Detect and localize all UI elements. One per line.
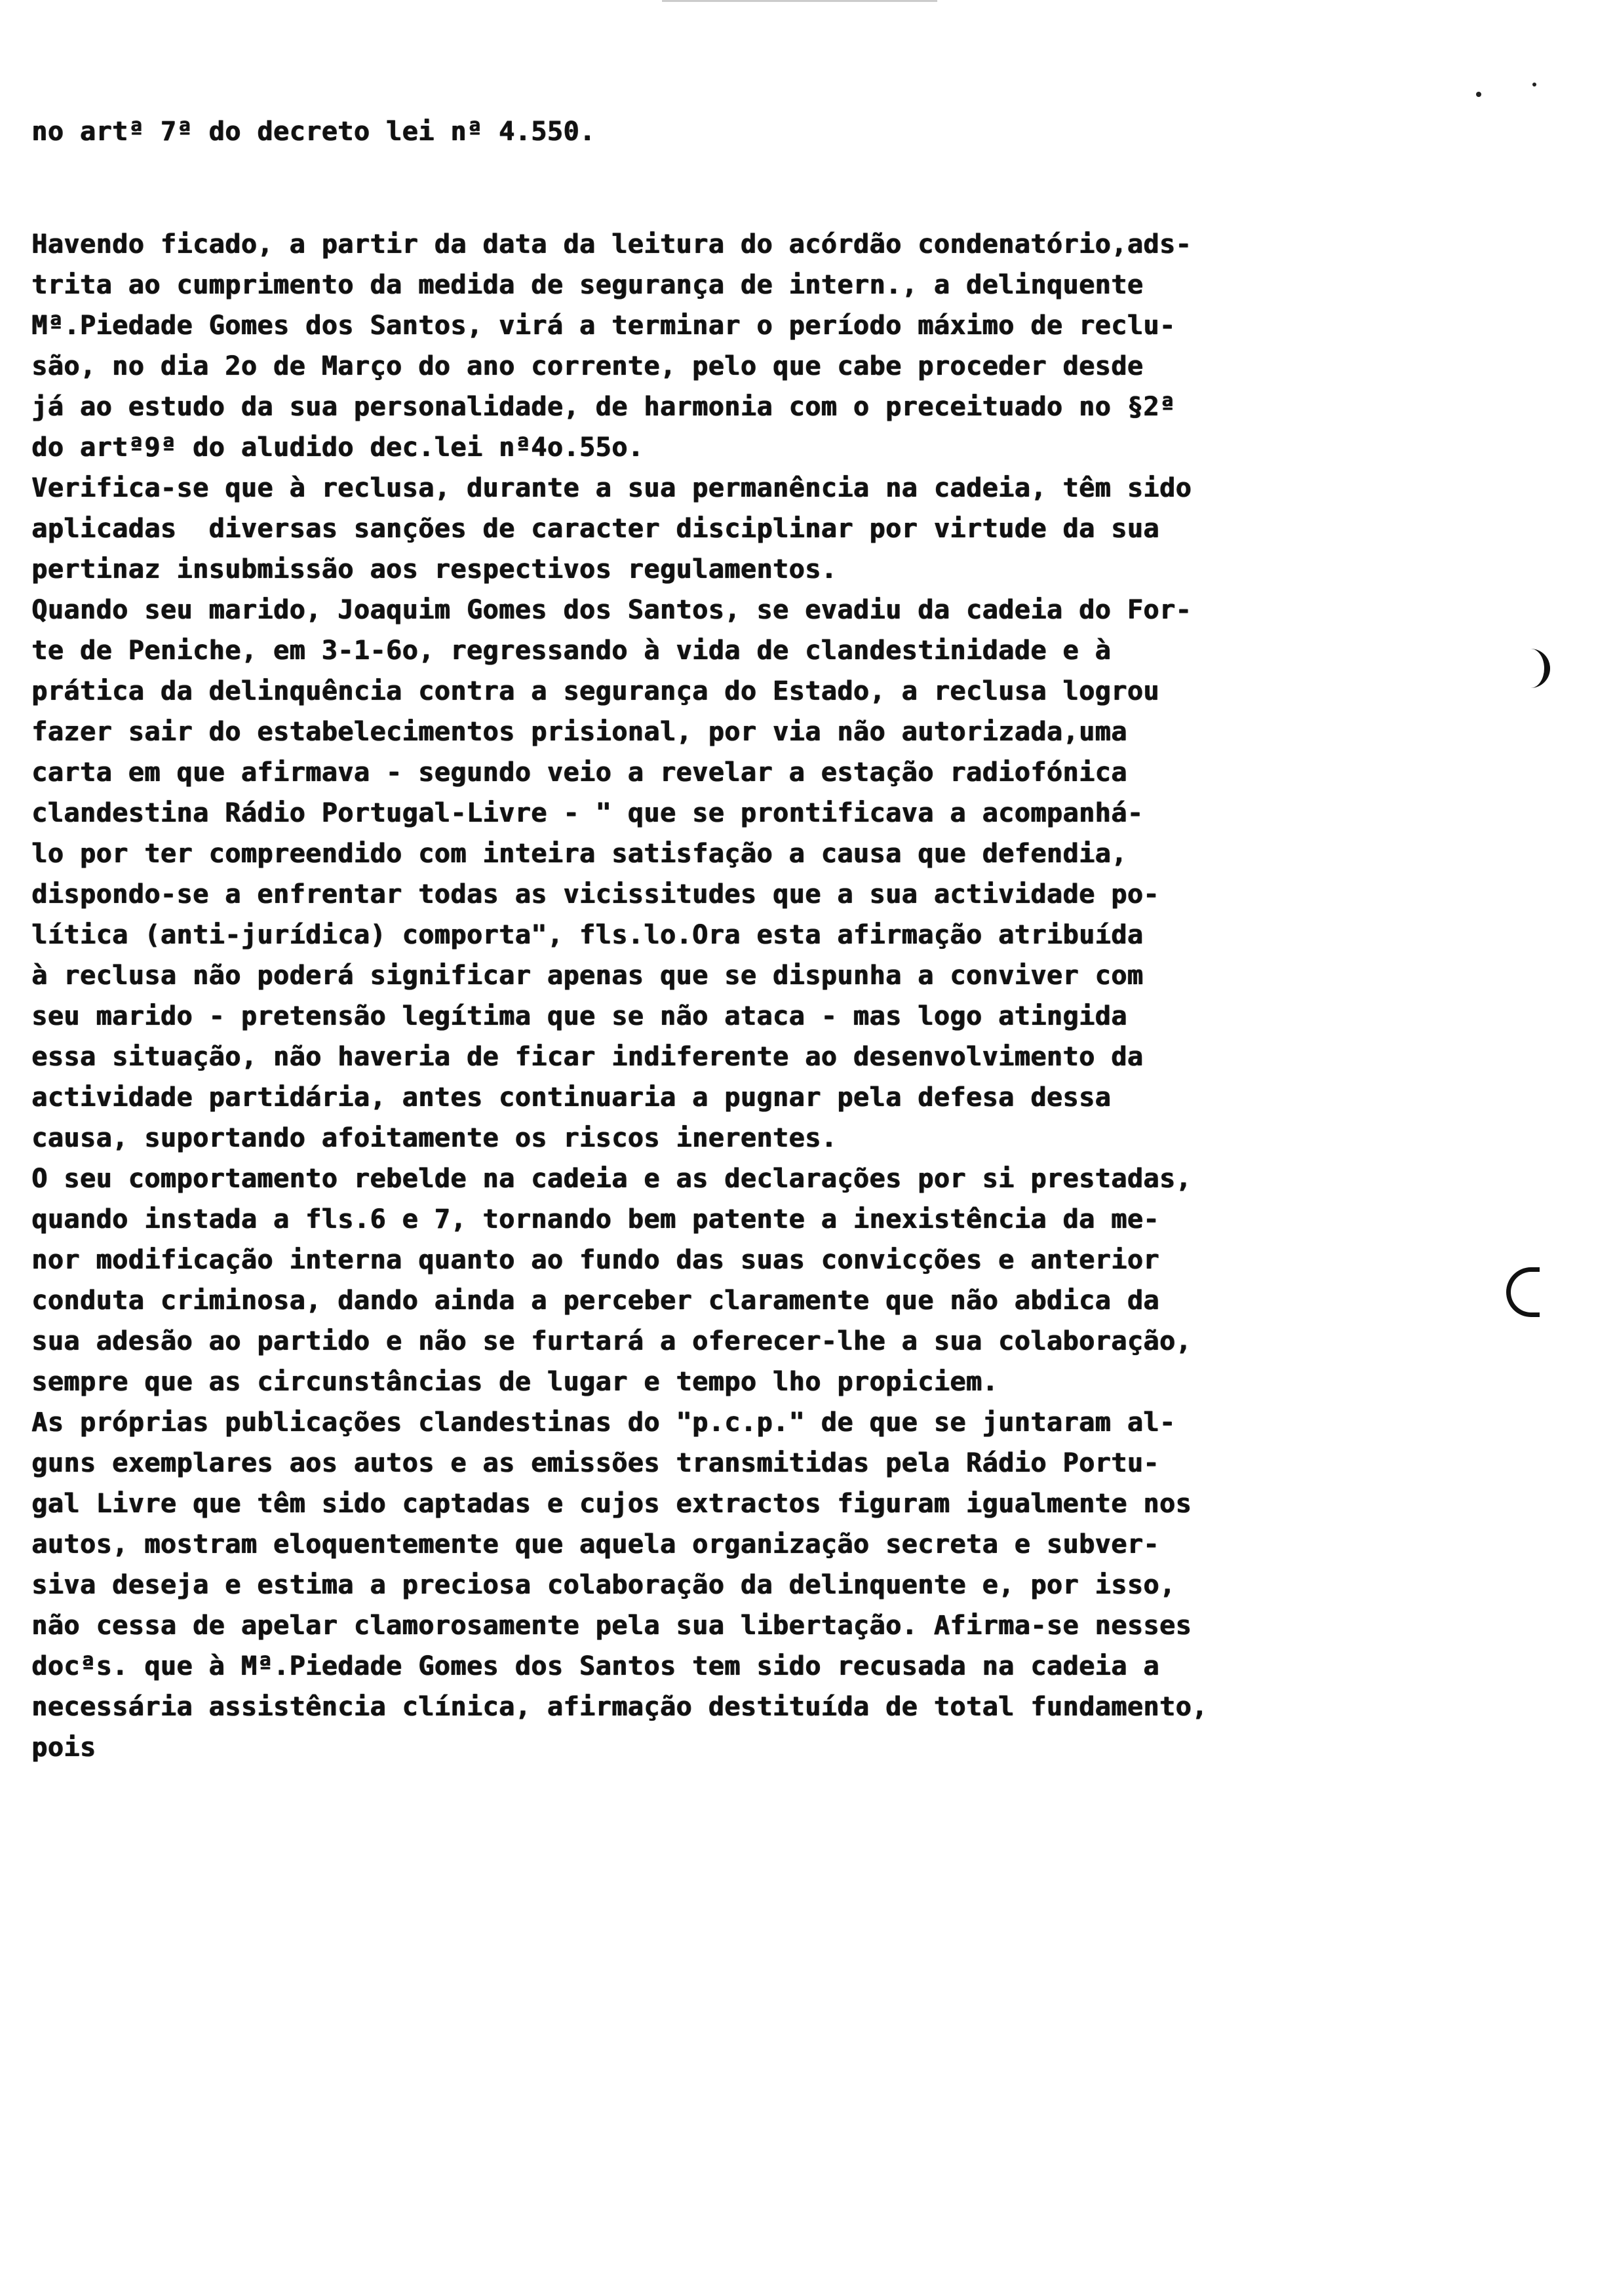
text-line: gal Livre que têm sido captadas e cujos extractos figuram igualmente nos [31,1489,1192,1519]
text-line: Quando seu marido, Joaquim Gomes dos Santos, se evadiu da cadeia do For- [31,595,1192,625]
text-line: são, no dia 2o de Março do ano corrente, pelo que cabe proceder desde [31,351,1144,381]
text-line: essa situação, não haveria de ficar indiferente ao desenvolvimento da [31,1042,1144,1072]
text-line: nor modificação interna quanto ao fundo das suas convicções e anterior [31,1245,1159,1275]
text-line: docªs. que à Mª.Piedade Gomes dos Santos tem sido recusada na cadeia a [31,1651,1159,1681]
text-line: Mª.Piedade Gomes dos Santos, virá a terminar o período máximo de reclu- [31,311,1176,341]
speck-mark [1476,92,1481,97]
text-line: siva deseja e estima a preciosa colaboração da delinquente e, por isso, [31,1570,1176,1600]
text-line: dispondo-se a enfrentar todas as vicissitudes que a sua actividade po- [31,879,1159,909]
text-line: pertinaz insubmissão aos respectivos regulamentos. [31,554,838,584]
text-line: sua adesão ao partido e não se furtará a oferecer-lhe a sua colaboração, [31,1326,1192,1356]
text-line: actividade partidária, antes continuaria a pugnar pela defesa dessa [31,1082,1111,1113]
text-line: sempre que as circunstâncias de lugar e tempo lho propiciem. [31,1367,998,1397]
text-line: te de Peniche, em 3-1-6o, regressando à vida de clandestinidade e à [31,636,1111,666]
text-line: lo por ter compreendido com inteira satisfação a causa que defendia, [31,839,1127,869]
text-line: clandestina Rádio Portugal-Livre - " que se prontificava a acompanhá- [31,798,1144,828]
text-line: O seu comportamento rebelde na cadeia e as declarações por si prestadas, [31,1164,1192,1194]
text-line: lítica (anti-jurídica) comporta", fls.lo.Ora esta afirmação atribuída [31,920,1144,950]
typed-text-body [31,111,1493,1768]
text-line: autos, mostram eloquentemente que aquela organização secreta e subver- [31,1529,1159,1559]
text-line: conduta criminosa, dando ainda a perceber claramente que não abdica da [31,1286,1159,1316]
margin-bracket-right-mark [1518,649,1550,688]
text-line: trita ao cumprimento da medida de segurança de intern., a delinquente [31,270,1144,300]
text-line: prática da delinquência contra a segurança do Estado, a reclusa logrou [31,676,1159,706]
text-line: quando instada a fls.6 e 7, tornando bem patente a inexistência da me- [31,1204,1159,1234]
text-line: necessária assistência clínica, afirmação destituída de total fundamento, [31,1692,1208,1722]
text-line: guns exemplares aos autos e as emissões transmitidas pela Rádio Portu- [31,1448,1159,1478]
text-line: As próprias publicações clandestinas do "p.c.p." de que se juntaram al- [31,1407,1176,1438]
text-line: carta em que afirmava - segundo veio a revelar a estação radiofónica [31,757,1127,788]
text-line: pois [31,1732,96,1763]
text-line: aplicadas diversas sanções de caracter disciplinar por virtude da sua [31,514,1159,544]
text-line: causa, suportando afoitamente os riscos inerentes. [31,1123,838,1153]
margin-bracket-left-mark [1506,1267,1540,1317]
text-line: Verifica-se que à reclusa, durante a sua permanência na cadeia, têm sido [31,473,1192,503]
text-line: seu marido - pretensão legítima que se não ataca - mas logo atingida [31,1001,1127,1031]
text-line: não cessa de apelar clamorosamente pela sua libertação. Afirma-se nesses [31,1611,1192,1641]
text-line: já ao estudo da sua personalidade, de harmonia com o preceituado no §2ª [31,392,1176,422]
text-line: no artª 7ª do decreto lei nª 4.550. [31,117,596,147]
speck-mark [1532,83,1536,86]
text-line: do artª9ª do aludido dec.lei nª4o.55o. [31,432,644,463]
top-edge-mark [662,0,937,2]
text-line: fazer sair do estabelecimentos prisional, por via não autorizada,uma [31,717,1127,747]
text-line: Havendo ficado, a partir da data da leitura do acórdão condenatório,ads- [31,229,1192,259]
text-line: à reclusa não poderá significar apenas que se dispunha a conviver com [31,961,1144,991]
